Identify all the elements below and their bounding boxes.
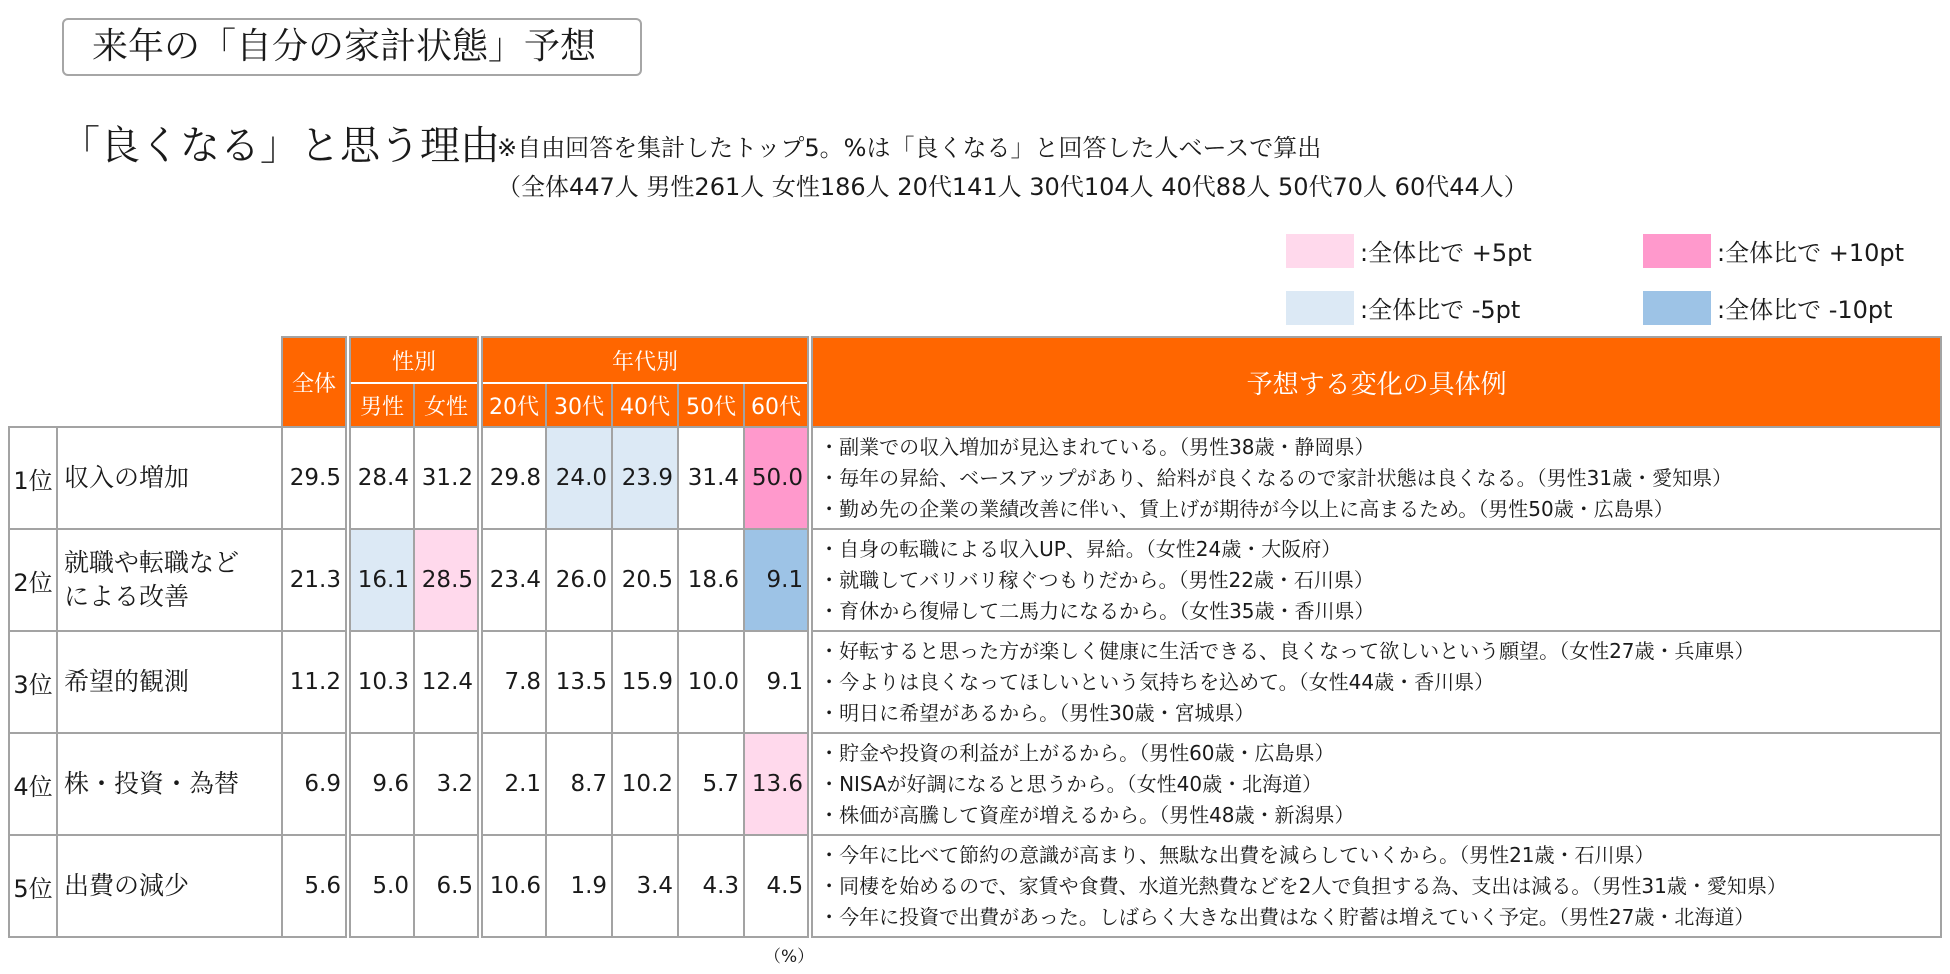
table-row	[9, 529, 1941, 631]
examples-cell	[810, 529, 1941, 631]
example-line: ・今年に投資で出費があった。しばらく大きな出費はなく貯蓄は増えていく予定。（男性27歳・北海道）	[819, 904, 1755, 929]
header-20s: 20代	[480, 383, 546, 427]
legend-label-minus10: :全体比で -10pt	[1717, 296, 1893, 324]
value-cell-50代: 4.3	[678, 835, 744, 937]
value-cell-30代: 24.0	[546, 427, 612, 529]
legend-swatch-minus10	[1643, 291, 1711, 325]
rank-cell: 1位	[9, 427, 57, 529]
value-cell-20代: 29.8	[480, 427, 546, 529]
legend-swatch-plus10	[1643, 234, 1711, 268]
page-title: 来年の「自分の家計状態」予想	[62, 18, 642, 76]
value-cell-女性: 12.4	[414, 631, 480, 733]
value-cell-40代: 15.9	[612, 631, 678, 733]
legend-swatch-minus5	[1286, 291, 1354, 325]
example-line: ・好転すると思った方が楽しく健康に生活できる、良くなって欲しいという願望。（女性27歳・兵庫県）	[819, 638, 1755, 663]
value-cell-50代: 18.6	[678, 529, 744, 631]
reason-cell	[57, 427, 282, 529]
reason-line: 出費の減少	[64, 871, 190, 900]
value-cell-50代: 5.7	[678, 733, 744, 835]
value-cell-全体: 11.2	[282, 631, 348, 733]
reason-line: 株・投資・為替	[64, 769, 240, 798]
value-cell-60代: 4.5	[744, 835, 810, 937]
value-cell-20代: 7.8	[480, 631, 546, 733]
example-line: ・自身の転職による収入UP、昇給。（女性24歳・大阪府）	[819, 536, 1342, 561]
reason-line: 収入の増加	[64, 463, 190, 492]
legend-item-plus5	[1286, 233, 1532, 268]
reason-cell	[57, 631, 282, 733]
table-row	[9, 427, 1941, 529]
rank-cell: 4位	[9, 733, 57, 835]
unit-label: （%）	[764, 947, 815, 967]
example-line: ・今年に比べて節約の意識が高まり、無駄な出費を減らしていくから。（男性21歳・石川県）	[819, 842, 1655, 867]
value-cell-60代: 50.0	[744, 427, 810, 529]
examples-cell	[810, 835, 1941, 937]
example-line: ・NISAが好調になると思うから。（女性40歳・北海道）	[819, 771, 1323, 796]
value-cell-60代: 9.1	[744, 631, 810, 733]
rank-cell: 5位	[9, 835, 57, 937]
value-cell-全体: 6.9	[282, 733, 348, 835]
value-cell-50代: 31.4	[678, 427, 744, 529]
reason-cell	[57, 529, 282, 631]
value-cell-男性: 10.3	[348, 631, 414, 733]
legend-label-minus5: :全体比で -5pt	[1360, 296, 1521, 324]
header-40s: 40代	[612, 383, 678, 427]
examples-cell	[810, 631, 1941, 733]
example-line: ・明日に希望があるから。（男性30歳・宮城県）	[819, 700, 1255, 725]
reason-line: 就職や転職など	[64, 548, 240, 577]
table-row	[9, 631, 1941, 733]
legend-label-plus5: :全体比で +5pt	[1360, 239, 1532, 267]
note-line-1: ※自由回答を集計したトップ5。%は「良くなる」と回答した人ベースで算出	[497, 134, 1322, 162]
examples-cell	[810, 733, 1941, 835]
value-cell-40代: 20.5	[612, 529, 678, 631]
value-cell-30代: 13.5	[546, 631, 612, 733]
value-cell-40代: 3.4	[612, 835, 678, 937]
examples-cell	[810, 427, 1941, 529]
example-line: ・毎年の昇給、ベースアップがあり、給料が良くなるので家計状態は良くなる。（男性31歳・愛知県）	[819, 465, 1733, 490]
header-examples: 予想する変化の具体例	[810, 337, 1941, 427]
reason-cell	[57, 733, 282, 835]
results-table	[8, 336, 1942, 938]
value-cell-男性: 16.1	[348, 529, 414, 631]
section-subtitle: 「良くなる」と思う理由	[60, 123, 500, 169]
example-line: ・就職してバリバリ稼ぐつもりだから。（男性22歳・石川県）	[819, 567, 1374, 592]
value-cell-女性: 28.5	[414, 529, 480, 631]
value-cell-30代: 8.7	[546, 733, 612, 835]
table-row	[9, 835, 1941, 937]
value-cell-50代: 10.0	[678, 631, 744, 733]
value-cell-20代: 23.4	[480, 529, 546, 631]
value-cell-30代: 1.9	[546, 835, 612, 937]
header-total: 全体	[282, 337, 348, 427]
legend-label-plus10: :全体比で +10pt	[1717, 239, 1905, 267]
reason-cell	[57, 835, 282, 937]
value-cell-女性: 3.2	[414, 733, 480, 835]
table-row	[9, 733, 1941, 835]
example-line: ・株価が高騰して資産が増えるから。（男性48歳・新潟県）	[819, 802, 1355, 827]
value-cell-男性: 9.6	[348, 733, 414, 835]
example-line: ・同棲を始めるので、家賃や食費、水道光熱費などを2人で負担する為、支出は減る。（男性31歳・愛知県）	[819, 873, 1787, 898]
header-male: 男性	[348, 383, 414, 427]
value-cell-40代: 10.2	[612, 733, 678, 835]
example-line: ・今よりは良くなってほしいという気持ちを込めて。（女性44歳・香川県）	[819, 669, 1495, 694]
value-cell-男性: 28.4	[348, 427, 414, 529]
legend-swatch-plus5	[1286, 234, 1354, 268]
example-line: ・勤め先の企業の業績改善に伴い、賃上げが期待が今以上に高まるため。（男性50歳・広島県）	[819, 496, 1674, 521]
header-50s: 50代	[678, 383, 744, 427]
value-cell-30代: 26.0	[546, 529, 612, 631]
reason-line: による改善	[64, 582, 190, 611]
header-gender-group: 性別	[348, 337, 480, 383]
legend-item-minus5	[1286, 290, 1520, 325]
rank-cell: 3位	[9, 631, 57, 733]
note-line-2: （全体447人 男性261人 女性186人 20代141人 30代104人 40代88人 50代70人 60代44人）	[497, 173, 1528, 201]
example-line: ・育休から復帰して二馬力になるから。（女性35歳・香川県）	[819, 598, 1375, 623]
value-cell-男性: 5.0	[348, 835, 414, 937]
value-cell-全体: 29.5	[282, 427, 348, 529]
value-cell-女性: 31.2	[414, 427, 480, 529]
value-cell-20代: 2.1	[480, 733, 546, 835]
header-age-group: 年代別	[480, 337, 810, 383]
value-cell-40代: 23.9	[612, 427, 678, 529]
example-line: ・貯金や投資の利益が上がるから。（男性60歳・広島県）	[819, 740, 1335, 765]
rank-cell: 2位	[9, 529, 57, 631]
value-cell-60代: 13.6	[744, 733, 810, 835]
reason-line: 希望的観測	[64, 667, 190, 696]
value-cell-20代: 10.6	[480, 835, 546, 937]
value-cell-全体: 5.6	[282, 835, 348, 937]
table-body	[9, 427, 1941, 937]
header-30s: 30代	[546, 383, 612, 427]
value-cell-60代: 9.1	[744, 529, 810, 631]
example-line: ・副業での収入増加が見込まれている。（男性38歳・静岡県）	[819, 434, 1375, 459]
header-female: 女性	[414, 383, 480, 427]
value-cell-全体: 21.3	[282, 529, 348, 631]
header-60s: 60代	[744, 383, 810, 427]
value-cell-女性: 6.5	[414, 835, 480, 937]
legend-item-minus10	[1643, 290, 1893, 325]
legend-item-plus10	[1643, 233, 1904, 268]
